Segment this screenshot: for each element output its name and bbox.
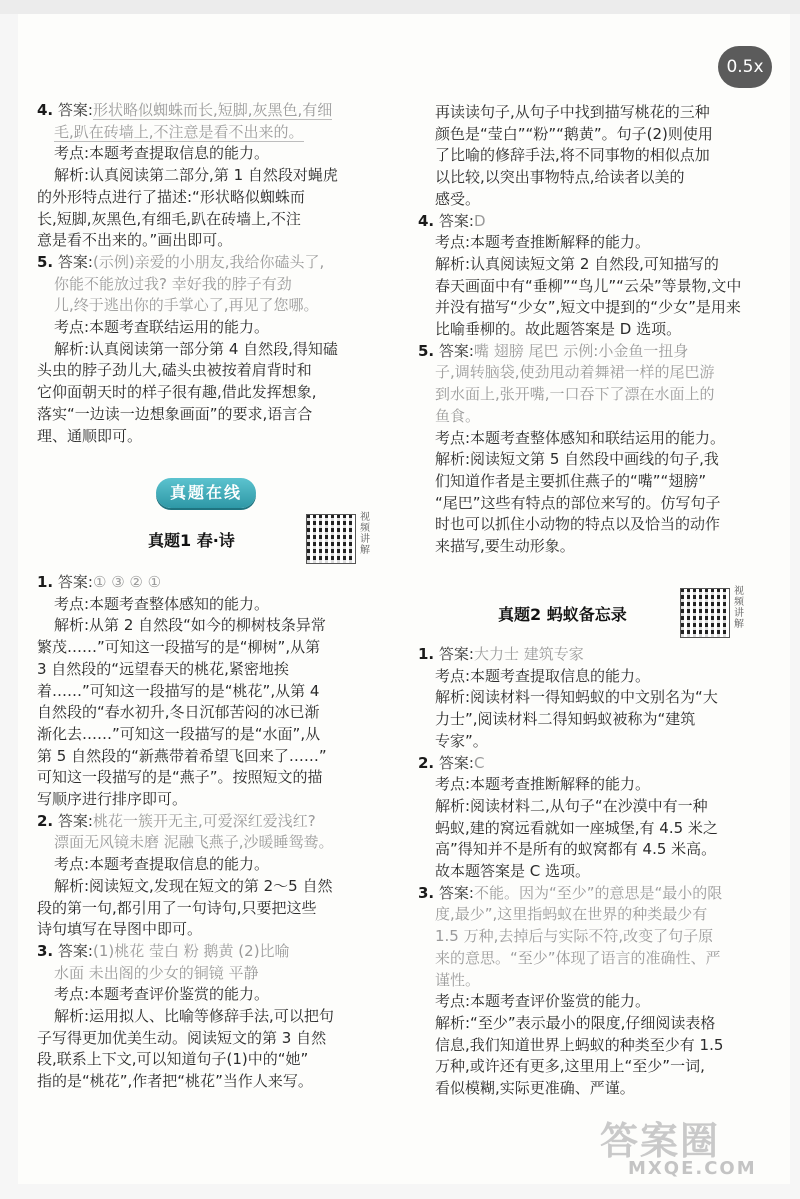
analysis-text: 专家”。: [435, 731, 488, 750]
answer-text: C: [473, 753, 485, 772]
answer-text: 漂面无风镜未磨 泥融飞燕子,沙暖睡鸳鸯。: [54, 833, 334, 852]
question-5: [37, 252, 402, 447]
answer-text: 水面 未出阁的少女的铜镜 平静: [54, 963, 259, 982]
analysis-text: 诗句填写在导图中即可。: [37, 920, 203, 939]
answer-label: 答案:: [57, 101, 93, 119]
analysis-text: 来描写,要生动形象。: [435, 537, 575, 556]
analysis-text: 解析:“至少”表示最小的限度,仔细阅读表格: [435, 1013, 716, 1032]
kaodian-text: 考点:本题考查评价鉴赏的能力。: [435, 992, 651, 1011]
answer-text: 度,最少”,这里指蚂蚁在世界的种类最少有: [435, 905, 708, 924]
question-2: [37, 811, 402, 941]
analysis-text: 落实“一边读一边想象画面”的要求,语言合: [37, 404, 313, 423]
kaodian-text: 考点:本题考查整体感知和联结运用的能力。: [435, 428, 726, 447]
analysis-text: 指的是“桃花”,作者把“桃花”当作人来写。: [37, 1072, 313, 1091]
analysis-text: 信息,我们知道世界上蚂蚁的种类至少有 1.5: [435, 1035, 724, 1054]
analysis-text: 子写得更加优美生动。阅读短文的第 3 自然: [37, 1028, 327, 1047]
right-column-lower: [418, 644, 783, 1100]
answer-text: 来的意思。“至少”体现了语言的准确性、严: [435, 948, 721, 967]
analysis-text: 第 5 自然段的“新燕带着希望飞回来了……”: [37, 746, 327, 765]
question-5: [418, 341, 783, 558]
analysis-text: 长,短脚,灰黑色,有细毛,趴在砖墙上,不注: [37, 209, 301, 228]
answer-label: 答案:: [57, 941, 93, 960]
analysis-text: 比喻垂柳的。故此题答案是 D 选项。: [435, 320, 682, 339]
analysis-text: 解析:阅读材料二,从句子“在沙漠中有一种: [435, 796, 708, 815]
answer-text: 儿,终于逃出你的手掌心了,再见了您哪。: [54, 296, 319, 315]
kaodian-text: 考点:本题考查联结运用的能力。: [54, 318, 270, 337]
question-number: 3.: [418, 883, 435, 902]
analysis-text: 解析:认真阅读第一部分第 4 自然段,得知磕: [54, 339, 338, 358]
analysis-text: 解析:认真阅读短文第 2 自然段,可知描写的: [435, 254, 719, 273]
analysis-text: 们知道作者是主要抓住燕子的“嘴”“翅膀”: [435, 471, 707, 490]
analysis-text: 写顺序进行排序即可。: [37, 790, 188, 809]
kaodian-text: 考点:本题考查提取信息的能力。: [435, 666, 651, 685]
analysis-text: 解析:阅读短文,发现在短文的第 2～5 自然: [54, 876, 333, 895]
answer-text: 毛,趴在砖墙上,不注意是看不出来的。: [54, 122, 304, 141]
analysis-text: 并没有描写“少女”,短文中提到的“少女”是用来: [435, 298, 741, 317]
question-3: [418, 883, 783, 1100]
section-heading: 真题2 蚂蚁备忘录: [498, 605, 627, 624]
analysis-text: 段的第一句,都引用了一句诗句,只要把这些: [37, 898, 317, 917]
analysis-text: 以比较,以突出事物特点,给读者以美的: [435, 168, 685, 187]
question-4: [418, 211, 783, 341]
analysis-text: 高”得知并不是所有的蚁窝都有 4.5 米高。: [435, 840, 717, 859]
question-2: [418, 753, 783, 883]
qr-code-icon[interactable]: [306, 514, 356, 564]
question-number: 4.: [37, 101, 54, 119]
answer-text: (1)桃花 莹白 粉 鹅黄 (2)比喻: [92, 941, 290, 960]
analysis-text: 解析:阅读短文第 5 自然段中画线的句子,我: [435, 450, 719, 469]
question-1: [37, 572, 402, 811]
answer-text: ① ③ ② ①: [92, 573, 162, 591]
question-number: 5.: [418, 341, 435, 360]
qr-code-icon[interactable]: [680, 588, 730, 638]
answer-text: 你能不能放过我? 幸好我的脖子有劲: [54, 274, 292, 293]
question-number: 2.: [37, 811, 54, 830]
answer-text: (示例)亲爱的小朋友,我给你磕头了,: [92, 252, 325, 271]
answer-text: 1.5 万种,去掉后与实际不符,改变了句子原: [435, 927, 714, 946]
analysis-text: 着……”可知这一段描写的是“桃花”,从第 4: [37, 681, 320, 700]
analysis-text: 力士”,阅读材料二得知蚂蚁被称为“建筑: [435, 710, 696, 729]
analysis-text: 它仰面朝天时的样子很有趣,借此发挥想象,: [37, 383, 317, 402]
analysis-text: 段,联系上下文,可以知道句子(1)中的“她”: [37, 1050, 309, 1069]
answer-label: 答案:: [438, 211, 474, 230]
question-4: [37, 100, 402, 252]
left-column: [37, 100, 402, 447]
kaodian-text: 考点:本题考查推断解释的能力。: [435, 775, 651, 794]
analysis-text: 解析:从第 2 自然段“如今的柳树枝条异常: [54, 616, 326, 635]
analysis-text: 理、通顺即可。: [37, 426, 143, 445]
qr-label: 视频讲解: [734, 586, 744, 630]
analysis-text: “尾巴”这些有特点的部位来写的。仿写句子: [435, 493, 721, 512]
top-bar: [0, 0, 800, 14]
analysis-text: 可知这一段描写的是“燕子”。按照短文的描: [37, 768, 323, 787]
question-number: 2.: [418, 753, 435, 772]
qr-label: 视频讲解: [360, 512, 370, 556]
watermark-logo: 答案圈: [600, 1119, 721, 1163]
answer-text: 大力士 建筑专家: [473, 645, 584, 663]
analysis-text: 的外形特点进行了描述:“形状略似蜘蛛而: [37, 187, 305, 206]
answer-label: 答案:: [438, 341, 474, 360]
answer-label: 答案:: [438, 883, 474, 902]
question-number: 1.: [418, 645, 435, 663]
question-3: [37, 941, 402, 1093]
analysis-text: 渐化去……”可知这一段描写的是“水面”,从: [37, 724, 321, 743]
analysis-text: 解析:认真阅读第二部分,第 1 自然段对蝇虎: [54, 166, 338, 185]
analysis-text: 感受。: [435, 189, 481, 208]
analysis-text: 头虫的脖子劲儿大,磕头虫被按着肩背时和: [37, 361, 312, 380]
answer-label: 答案:: [57, 811, 93, 830]
section-banner: 真题在线: [156, 478, 256, 508]
analysis-text: 繁茂……”可知这一段描写的是“柳树”,从第: [37, 638, 321, 657]
answer-text: 到水面上,张开嘴,一口吞下了漂在水面上的: [435, 385, 715, 404]
answer-label: 答案:: [57, 573, 93, 591]
analysis-text: 万种,或许还有更多,这里用上“至少”一词,: [435, 1057, 705, 1076]
analysis-text: 看似模糊,实际更准确、严谨。: [435, 1079, 635, 1098]
right-column: [418, 102, 783, 558]
kaodian-text: 考点:本题考查推断解释的能力。: [435, 233, 651, 252]
answer-text: 鱼食。: [435, 406, 481, 425]
left-column-lower: [37, 572, 402, 1093]
answer-text: 谨性。: [435, 970, 481, 989]
analysis-text: 3 自然段的“远望春天的桃花,紧密地挨: [37, 659, 289, 678]
kaodian-text: 考点:本题考查评价鉴赏的能力。: [54, 985, 270, 1004]
zoom-level-badge[interactable]: 0.5x: [718, 46, 772, 88]
question-number: 4.: [418, 211, 435, 230]
answer-text: 子,调转脑袋,使劲甩动着舞裙一样的尾巴游: [435, 363, 715, 382]
answer-label: 答案:: [438, 645, 474, 663]
question-1: [418, 644, 783, 753]
kaodian-text: 考点:本题考查提取信息的能力。: [54, 144, 270, 163]
answer-text: 桃花一簇开无主,可爱深红爱浅红?: [92, 811, 316, 830]
kaodian-text: 考点:本题考查提取信息的能力。: [54, 855, 270, 874]
analysis-text: 自然段的“春水初升,冬日沉郁苦闷的冰已渐: [37, 703, 320, 722]
answer-label: 答案:: [57, 252, 93, 271]
watermark-url: MXQE.COM: [628, 1158, 757, 1179]
answer-text: 嘴 翅膀 尾巴 示例:小金鱼一扭身: [473, 341, 689, 360]
analysis-text: 蚂蚁,建的窝远看就如一座城堡,有 4.5 米之: [435, 818, 718, 837]
analysis-text: 解析:运用拟人、比喻等修辞手法,可以把句: [54, 1007, 334, 1026]
analysis-text: 时也可以抓住小动物的特点以及恰当的动作: [435, 515, 721, 534]
analysis-text: 再读读句子,从句子中找到描写桃花的三种: [435, 103, 710, 121]
question-number: 3.: [37, 941, 54, 960]
analysis-text: 春天画面中有“垂柳”“鸟儿”“云朵”等景物,文中: [435, 276, 742, 295]
question-number: 5.: [37, 252, 54, 271]
analysis-text: 意是看不出来的。”画出即可。: [37, 231, 233, 250]
answer-text: D: [473, 211, 486, 230]
analysis-text: 颜色是“莹白”“粉”“鹅黄”。句子(2)则使用: [435, 124, 713, 143]
section-heading: 真题1 春·诗: [148, 531, 235, 550]
question-number: 1.: [37, 573, 54, 591]
answer-text: 形状略似蜘蛛而长,短脚,灰黑色,有细: [92, 101, 333, 119]
answer-label: 答案:: [438, 753, 474, 772]
analysis-text: 故本题答案是 C 选项。: [435, 862, 591, 881]
analysis-text: 了比喻的修辞手法,将不同事物的相似点加: [435, 146, 710, 165]
analysis-text: 解析:阅读材料一得知蚂蚁的中文别名为“大: [435, 688, 718, 707]
answer-text: 不能。因为“至少”的意思是“最小的限: [473, 883, 723, 902]
kaodian-text: 考点:本题考查整体感知的能力。: [54, 594, 270, 613]
